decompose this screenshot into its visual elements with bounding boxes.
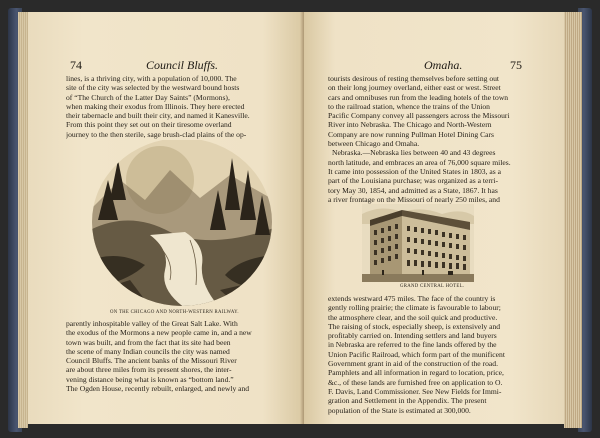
right-illustration-caption: GRAND CENTRAL HOTEL. [400, 284, 465, 289]
text-line: population of the State is estimated at 300,000. [328, 405, 471, 415]
left-text-bottom [66, 319, 298, 393]
text-line: It came into possession of the United States in 1803, as a [328, 166, 501, 176]
text-line: journey to the then sterile, sage brush-clad plains of the op- [66, 129, 247, 139]
text-line: to the railroad station, whence the trains of the Union [328, 101, 490, 111]
text-line: town was built, and from the fact that its site had been [66, 337, 231, 347]
text-line: Union Pacific Railroad, which form part of the munificent [328, 349, 505, 359]
text-line: between Chicago and Omaha. [328, 139, 420, 149]
text-line: Government grant in aid of the construction of the road. [328, 359, 498, 369]
text-line: parently inhospitable valley of the Great Salt Lake. With [66, 319, 238, 328]
right-text-bottom [328, 294, 550, 415]
text-line: Company are now running Pullman Hotel Dining Cars [328, 129, 494, 139]
text-line: north latitude, and embraces an area of 76,000 square miles. [328, 157, 511, 167]
page-edges-left [18, 12, 28, 428]
text-line: The Ogden House, recently rebuilt, enlarged, and newly and [66, 384, 250, 394]
left-page [28, 12, 304, 424]
page-edges-right [564, 12, 582, 428]
right-page-number: 75 [510, 58, 522, 72]
text-line: Pamphlets and all information in regard to location, price, [328, 368, 504, 378]
text-line: the exodus of the Mormons a new people came in, and a new [66, 328, 252, 338]
text-line: extends westward 475 miles. The face of the country is [328, 294, 496, 303]
text-line: The raising of stock, especially sheep, is extensively and [328, 321, 501, 331]
text-line: in Nebraska are referred to the fine lands offered by the [328, 340, 497, 350]
text-line: From this point they set out on their tiresome overland [66, 120, 232, 130]
text-line: the atmosphere clear, and the soil quick and productive. [328, 312, 498, 322]
text-line: profitably carried on. Intending settlers and land buyers [328, 331, 497, 341]
text-line: are about three miles from its present shores, the inter- [66, 365, 232, 375]
text-line: Pacific Company convey all passengers across the Missouri [328, 111, 510, 121]
right-page [304, 12, 564, 424]
text-line: their tabernacle and built their city, and named it Kanesville. [66, 111, 250, 121]
left-running-title: Council Bluffs. [146, 58, 218, 72]
left-illustration-caption: ON THE CHICAGO AND NORTH-WESTERN RAILWAY. [110, 310, 239, 315]
left-page-number: 74 [70, 58, 82, 72]
text-line: on their long journey overland, either east or west. Street [328, 83, 501, 93]
text-line: vening distance being what is known as “bottom land.” [66, 374, 234, 384]
text-line: Nebraska.—Nebraska lies between 40 and 43 degrees [332, 148, 496, 158]
open-book [8, 8, 592, 432]
text-line: tory May 30, 1854, and admitted as a State, 1867. It has [328, 185, 498, 195]
text-line: lines, is a thriving city, with a population of 10,000. The [66, 74, 237, 83]
text-line: River into Nebraska. The Chicago and North-Western [328, 120, 492, 130]
text-line: part of the Louisiana purchase; was organized as a terri- [328, 176, 499, 186]
text-line: site of the city was selected by the westward bound hosts [66, 83, 240, 93]
text-line: cars and omnibuses run from the leading hotels of the town [328, 92, 509, 102]
text-line: when making their exodus from Illinois. They here erected [66, 101, 245, 111]
grand-central-hotel-engraving [362, 204, 474, 282]
right-running-title: Omaha. [424, 58, 463, 72]
text-line: Council Bluffs. The ancient banks of the Missouri River [66, 356, 237, 366]
text-line: a river frontage on the Missouri of nearly 250 miles, and [328, 194, 500, 204]
text-line: F. Davis, Land Commissioner. See New Fields for Immi- [328, 386, 502, 396]
text-line: gently rolling prairie; the climate is favourable to labour; [328, 303, 501, 313]
text-line: of “The Church of the Latter Day Saints” (Mormons), [66, 92, 230, 102]
text-line: gration and Settlement in the Appendix. The present [328, 396, 487, 406]
right-text-top [328, 74, 550, 204]
left-text-top [66, 74, 298, 139]
text-line: &c., of these lands are furnished free on application to O. [328, 377, 503, 387]
mountain-river-engraving [90, 140, 274, 308]
text-line: tourists desirous of resting themselves before setting out [328, 74, 500, 83]
text-line: the scene of many Indian councils the city was named [66, 346, 230, 356]
